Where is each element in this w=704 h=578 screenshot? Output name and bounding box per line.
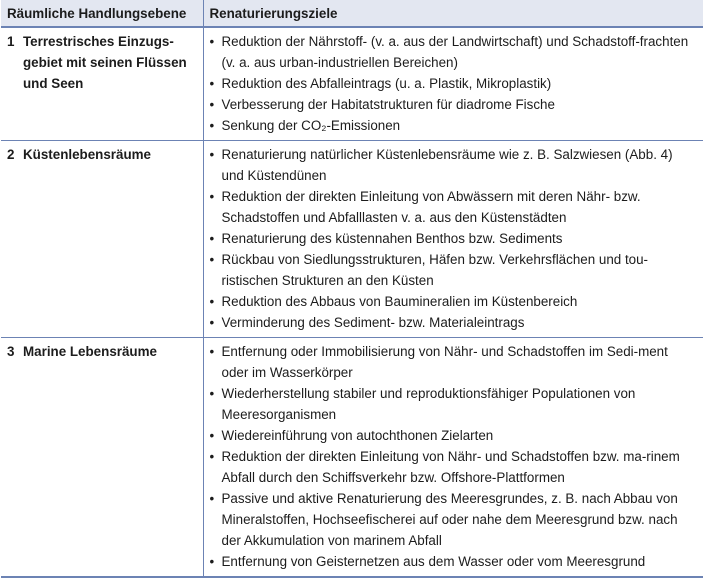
goal-text: Wiedereinführung von autochthonen Zielarten [221, 428, 494, 443]
goal-item [210, 425, 699, 446]
table-row [1, 27, 703, 141]
bullet-icon: • [209, 554, 215, 569]
spatial-level-cell [1, 141, 203, 338]
goal-item [210, 551, 699, 572]
level-name: Küstenlebensräume [23, 147, 151, 162]
goal-text: Reduktion der direkten Einleitung von Nähr- und Schadstoffen bzw. ma-rinem Abfall durch den Schiffsverkehr bzw. Offshore-Plattformen [221, 449, 680, 485]
goal-text: Renaturierung des küstennahen Benthos bzw. Sediments [221, 231, 563, 246]
bullet-icon: • [209, 231, 215, 246]
goal-text: Entfernung oder Immobilisierung von Nähr- und Schadstoffen im Sedi-ment oder im Wasserkörper [221, 344, 668, 380]
goal-item [210, 186, 699, 228]
renaturation-goals-table [1, 0, 703, 578]
goal-item [210, 73, 699, 94]
goals-cell [203, 27, 703, 141]
goals-list [210, 144, 699, 333]
goals-list [210, 31, 699, 136]
header-renaturation-goals: Renaturierungsziele [203, 0, 703, 27]
goal-item [210, 446, 699, 488]
spatial-level-cell [1, 27, 203, 141]
spatial-level [7, 31, 198, 94]
goal-text: Entfernung von Geisternetzen aus dem Wasser oder vom Meeresgrund [221, 554, 646, 569]
goals-list [210, 341, 699, 572]
goal-text: Reduktion der direkten Einleitung von Abwässern mit deren Nähr- bzw. Schadstoffen und Abfalllasten v. a. aus den Küstenstädten [221, 189, 641, 225]
goal-item [210, 115, 699, 136]
goal-item [210, 291, 699, 312]
goal-item [210, 383, 699, 425]
table-row [1, 141, 703, 338]
goal-item [210, 341, 699, 383]
goals-cell [203, 338, 703, 578]
bullet-icon: • [209, 147, 215, 162]
bullet-icon: • [209, 315, 215, 330]
header-spatial-level: Räumliche Handlungsebene [1, 0, 203, 27]
goal-text: Reduktion des Abfalleintrags (u. a. Plastik, Mikroplastik) [221, 76, 552, 91]
bullet-icon: • [209, 449, 215, 464]
bullet-icon: • [209, 428, 215, 443]
goal-text: Rückbau von Siedlungsstrukturen, Häfen bzw. Verkehrsflächen und tou-ristischen Strukturen an den Küsten [221, 252, 649, 288]
goal-item [210, 312, 699, 333]
bullet-icon: • [209, 294, 215, 309]
goal-item [210, 94, 699, 115]
table-row [1, 338, 703, 578]
goal-text: Passive und aktive Renaturierung des Meeresgrundes, z. B. nach Abbau von Mineralstoffen, Hochseefischerei auf oder nahe dem Meeresgrund bzw. nach der Akkumulation von marinem Abfall [221, 491, 678, 548]
goal-item [210, 488, 699, 551]
goal-text: Senkung der CO₂-Emissionen [221, 118, 401, 133]
goal-item [210, 144, 699, 186]
goal-text: Reduktion der Nährstoff- (v. a. aus der Landwirtschaft) und Schadstoff-frachten (v. a. aus urban-industriellen Bereichen) [221, 34, 689, 70]
level-name: Marine Lebensräume [23, 344, 157, 359]
bullet-icon: • [209, 252, 215, 267]
bullet-icon: • [209, 76, 215, 91]
goal-text: Verbesserung der Habitatstrukturen für diadrome Fische [221, 97, 555, 112]
bullet-icon: • [209, 118, 215, 133]
goal-item [210, 249, 699, 291]
bullet-icon: • [209, 491, 215, 506]
table-header-row [1, 0, 703, 27]
spatial-level [7, 341, 198, 362]
goal-text: Verminderung des Sediment- bzw. Materialeintrags [221, 315, 525, 330]
goals-cell [203, 141, 703, 338]
bullet-icon: • [209, 344, 215, 359]
table-body [1, 27, 703, 577]
goal-text: Renaturierung natürlicher Küstenlebensräume wie z. B. Salzwiesen (Abb. 4) und Küstendünen [221, 147, 673, 183]
bullet-icon: • [209, 189, 215, 204]
level-number: 1 [7, 34, 15, 49]
bullet-icon: • [209, 97, 215, 112]
bullet-icon: • [209, 34, 215, 49]
goal-item [210, 228, 699, 249]
level-name: Terrestrisches Einzugs-gebiet mit seinen Flüssen und Seen [23, 34, 187, 91]
goal-text: Reduktion des Abbaus von Baumineralien im Küstenbereich [221, 294, 578, 309]
level-number: 2 [7, 147, 15, 162]
goal-text: Wiederherstellung stabiler und reproduktionsfähiger Populationen von Meeresorganismen [221, 386, 636, 422]
spatial-level [7, 144, 198, 165]
spatial-level-cell [1, 338, 203, 578]
goal-item [210, 31, 699, 73]
bullet-icon: • [209, 386, 215, 401]
level-number: 3 [7, 344, 15, 359]
